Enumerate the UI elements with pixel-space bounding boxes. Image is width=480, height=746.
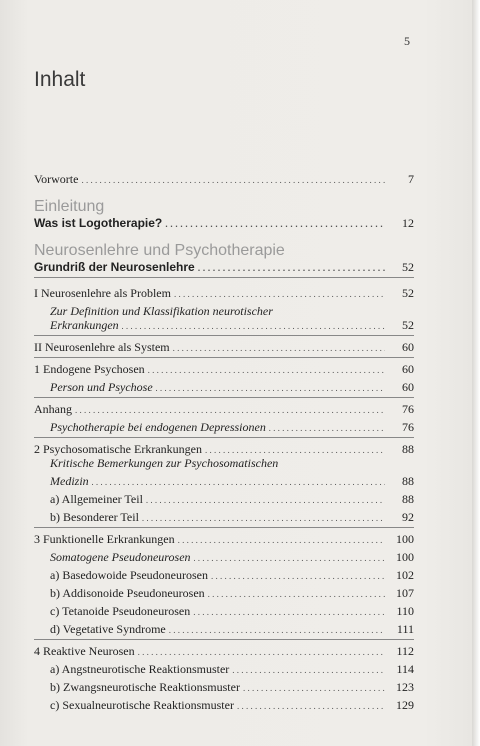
toc-entry-reaktive: 4 Reaktive Neurosen . . . 112 <box>34 644 414 658</box>
toc-entry-basedowoide: a) Basedowoide Pseudoneurosen . . . 102 <box>34 568 414 582</box>
divider <box>34 639 414 640</box>
toc-entry-psychosomatische: 2 Psychosomatische Erkrankungen . . . 88 <box>34 442 414 456</box>
toc-entry-vegetative: d) Vegetative Syndrome . . . 111 <box>34 622 414 636</box>
toc-entry-somatogene: Somatogene Pseudoneurosen . . . 100 <box>34 550 414 564</box>
toc-entry-person-psychose: Person und Psychose . . . 60 <box>34 380 414 394</box>
toc-entry-besonderer: b) Besonderer Teil . . . 92 <box>34 510 414 524</box>
toc-entry-angst: a) Angstneurotische Reaktionsmuster . . . 114 <box>34 662 414 676</box>
toc-entry-kritische: Kritische Bemerkungen zur Psychosomatischen <box>50 456 279 470</box>
toc-entry-allgemeiner: a) Allgemeiner Teil . . . 88 <box>34 492 414 506</box>
table-of-contents <box>34 172 414 712</box>
toc-entry-zur-definition: Zur Definition und Klassifikation neurotischer <box>50 304 273 318</box>
divider <box>34 527 414 528</box>
toc-entry-zwang: b) Zwangsneurotische Reaktionsmuster . . . 123 <box>34 680 414 694</box>
toc-entry-ii-system: II Neurosenlehre als System . . . 60 <box>34 340 414 354</box>
toc-entry-grundriss: Grundriß der Neurosenlehre . . . 52 <box>34 260 414 274</box>
toc-entry-erkrankungen: Erkrankungen . . . 52 <box>34 318 414 332</box>
divider <box>34 357 414 358</box>
toc-entry-addisonoide: b) Addisonoide Pseudoneurosen . . . 107 <box>34 586 414 600</box>
divider <box>34 437 414 438</box>
toc-entry-funktionelle: 3 Funktionelle Erkrankungen . . . 100 <box>34 532 414 546</box>
toc-entry-sexual: c) Sexualneurotische Reaktionsmuster . . . 129 <box>34 698 414 712</box>
section-heading-neurosenlehre: Neurosenlehre und Psychotherapie <box>34 242 285 259</box>
toc-entry-tetanoide: c) Tetanoide Pseudoneurosen . . . 110 <box>34 604 414 618</box>
toc-entry-endogene: 1 Endogene Psychosen . . . 60 <box>34 362 414 376</box>
toc-entry-was-ist-logotherapie: Was ist Logotherapie? . . . 12 <box>34 216 414 230</box>
divider <box>34 277 414 278</box>
divider <box>34 397 414 398</box>
toc-entry-psychotherapie-endogen: Psychotherapie bei endogenen Depressionen . . . 76 <box>34 420 414 434</box>
toc-entry-vorworte: Vorworte . . . 7 <box>34 172 414 186</box>
toc-entry-anhang: Anhang . . . 76 <box>34 402 414 416</box>
page-edge <box>472 0 480 746</box>
divider <box>34 335 414 336</box>
page-number: 5 <box>404 34 410 48</box>
toc-entry-i-problem: I Neurosenlehre als Problem . . . 52 <box>34 286 414 300</box>
section-heading-einleitung: Einleitung <box>34 198 105 215</box>
toc-title: Inhalt <box>34 68 86 91</box>
toc-entry-medizin: Medizin . . . 88 <box>34 474 414 488</box>
